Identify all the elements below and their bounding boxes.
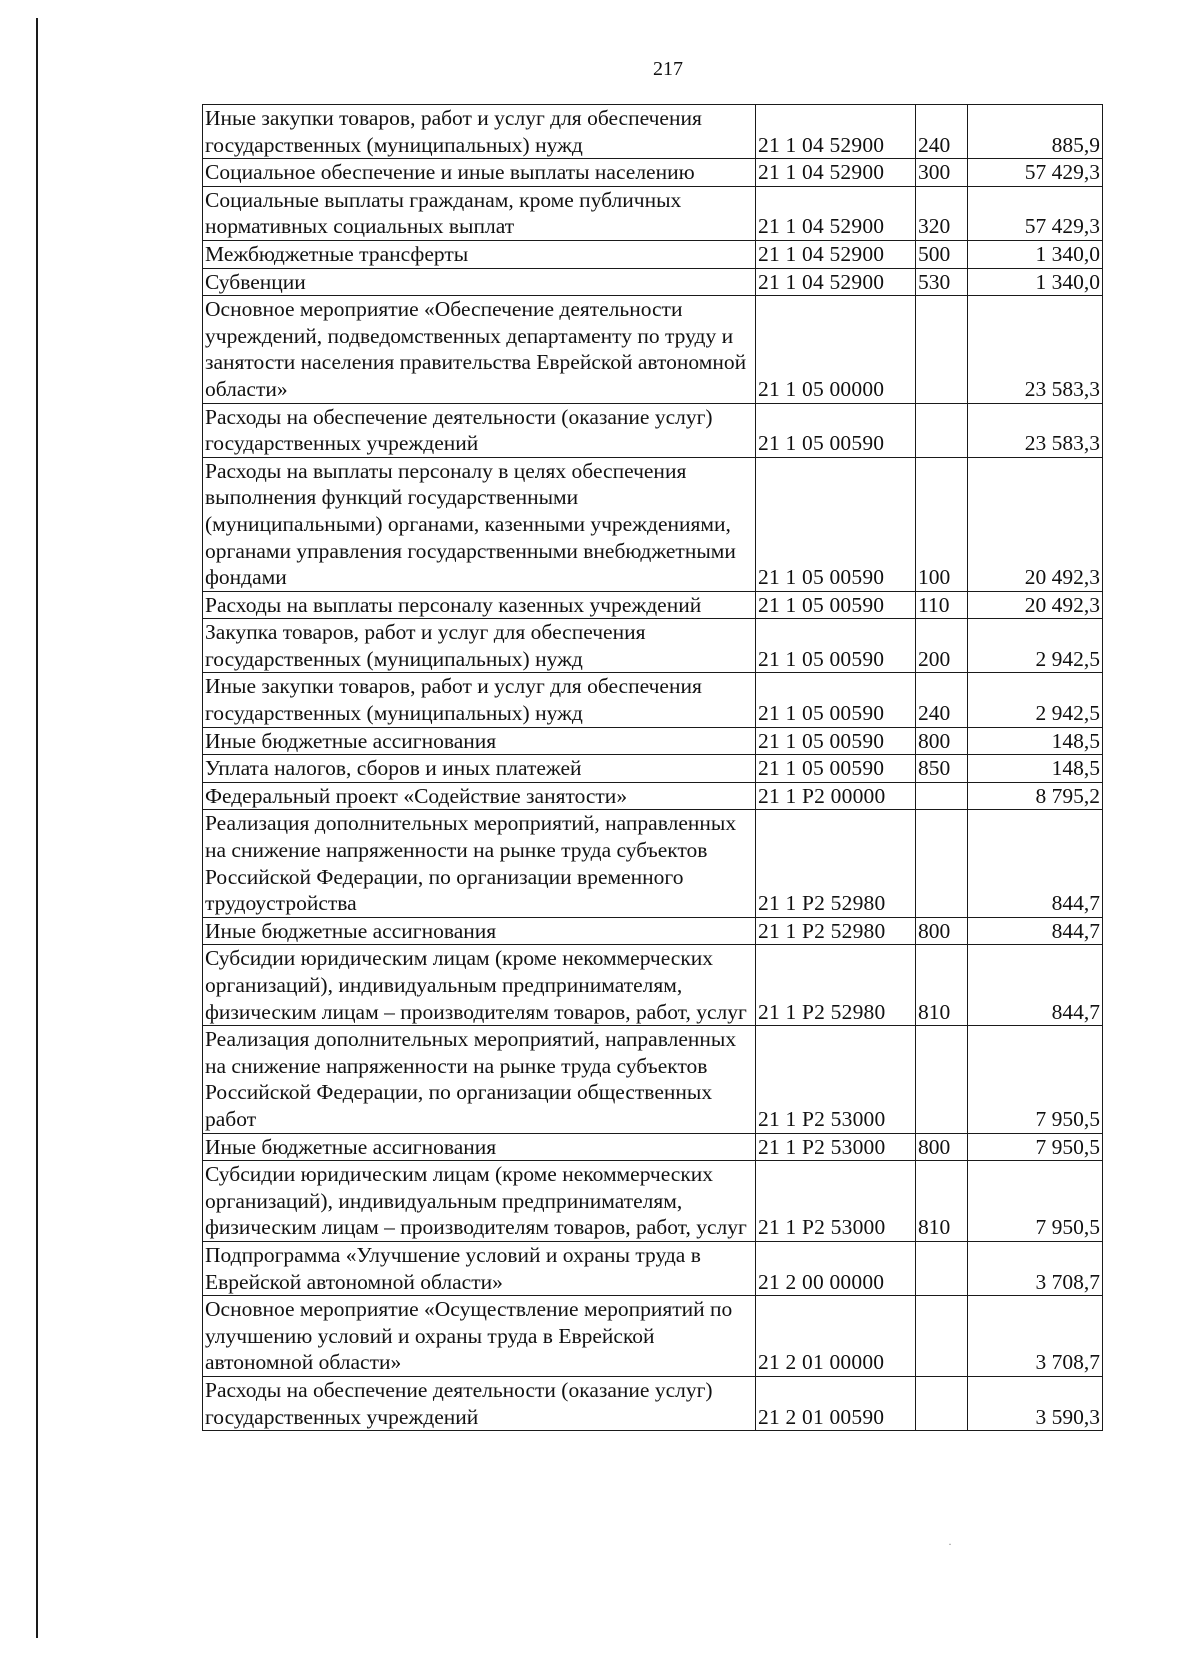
expense-name-cell: Закупка товаров, работ и услуг для обеспечения государственных (муниципальных) нужд: [203, 619, 756, 673]
expense-name-cell: Расходы на обеспечение деятельности (оказание услуг) государственных учреждений: [203, 403, 756, 457]
expense-name-cell: Федеральный проект «Содействие занятости»: [203, 782, 756, 810]
amount-cell: 57 429,3: [968, 186, 1103, 240]
table-row: [203, 457, 1103, 591]
amount-cell: 1 340,0: [968, 240, 1103, 268]
table-row: [203, 240, 1103, 268]
amount-cell: 2 942,5: [968, 619, 1103, 673]
table-row: [203, 1026, 1103, 1133]
amount-cell: 885,9: [968, 105, 1103, 159]
table-row: [203, 268, 1103, 296]
expense-name-cell: Подпрограмма «Улучшение условий и охраны труда в Еврейской автономной области»: [203, 1241, 756, 1295]
expense-type-cell: 800: [916, 1133, 968, 1161]
target-article-code-cell: 21 1 04 52900: [756, 105, 916, 159]
amount-cell: 148,5: [968, 755, 1103, 783]
target-article-code-cell: 21 1 P2 52980: [756, 810, 916, 917]
expense-name-cell: Межбюджетные трансферты: [203, 240, 756, 268]
amount-cell: 7 950,5: [968, 1133, 1103, 1161]
expense-name-cell: Субсидии юридическим лицам (кроме некоммерческих организаций), индивидуальным предпринимателям, физическим лицам – производителям товаров, работ, услуг: [203, 945, 756, 1026]
target-article-code-cell: 21 1 04 52900: [756, 159, 916, 187]
amount-cell: 148,5: [968, 727, 1103, 755]
expense-type-cell: 240: [916, 673, 968, 727]
table-row: [203, 945, 1103, 1026]
expense-name-cell: Субвенции: [203, 268, 756, 296]
table-row: [203, 159, 1103, 187]
table-row: [203, 1296, 1103, 1377]
table-row: [203, 105, 1103, 159]
expense-name-cell: Расходы на обеспечение деятельности (оказание услуг) государственных учреждений: [203, 1376, 756, 1430]
expense-type-cell: 240: [916, 105, 968, 159]
target-article-code-cell: 21 1 05 00590: [756, 673, 916, 727]
amount-cell: 2 942,5: [968, 673, 1103, 727]
expense-type-cell: [916, 782, 968, 810]
expense-type-cell: 800: [916, 917, 968, 945]
amount-cell: 3 590,3: [968, 1376, 1103, 1430]
expense-type-cell: [916, 1296, 968, 1377]
amount-cell: 7 950,5: [968, 1161, 1103, 1242]
expense-name-cell: Социальные выплаты гражданам, кроме публичных нормативных социальных выплат: [203, 186, 756, 240]
expense-type-cell: 850: [916, 755, 968, 783]
expense-name-cell: Иные бюджетные ассигнования: [203, 727, 756, 755]
amount-cell: 844,7: [968, 945, 1103, 1026]
expense-type-cell: [916, 403, 968, 457]
expense-type-cell: 110: [916, 591, 968, 619]
expense-type-cell: 100: [916, 457, 968, 591]
expense-type-cell: 500: [916, 240, 968, 268]
expense-name-cell: Расходы на выплаты персоналу казенных учреждений: [203, 591, 756, 619]
amount-cell: 57 429,3: [968, 159, 1103, 187]
target-article-code-cell: 21 1 P2 53000: [756, 1133, 916, 1161]
amount-cell: 20 492,3: [968, 591, 1103, 619]
target-article-code-cell: 21 1 05 00590: [756, 457, 916, 591]
expense-name-cell: Расходы на выплаты персоналу в целях обеспечения выполнения функций государственными (муниципальными) органами, казенными учреждениями, органами управления государственными внебюджетными фондами: [203, 457, 756, 591]
target-article-code-cell: 21 1 05 00590: [756, 755, 916, 783]
expense-type-cell: 300: [916, 159, 968, 187]
table-row: [203, 186, 1103, 240]
amount-cell: 1 340,0: [968, 268, 1103, 296]
target-article-code-cell: 21 1 P2 53000: [756, 1161, 916, 1242]
amount-cell: 3 708,7: [968, 1296, 1103, 1377]
table-row: [203, 782, 1103, 810]
binding-line: [36, 18, 38, 1638]
target-article-code-cell: 21 1 05 00590: [756, 727, 916, 755]
expense-type-cell: [916, 810, 968, 917]
table-row: [203, 810, 1103, 917]
expense-name-cell: Субсидии юридическим лицам (кроме некоммерческих организаций), индивидуальным предпринимателям, физическим лицам – производителям товаров, работ, услуг: [203, 1161, 756, 1242]
expense-type-cell: 200: [916, 619, 968, 673]
expense-name-cell: Основное мероприятие «Обеспечение деятельности учреждений, подведомственных департаменту по труду и занятости населения правительства Еврейской автономной области»: [203, 296, 756, 403]
expense-type-cell: 530: [916, 268, 968, 296]
table-row: [203, 296, 1103, 403]
target-article-code-cell: 21 1 05 00590: [756, 619, 916, 673]
expense-type-cell: 810: [916, 1161, 968, 1242]
expense-name-cell: Уплата налогов, сборов и иных платежей: [203, 755, 756, 783]
amount-cell: 844,7: [968, 810, 1103, 917]
target-article-code-cell: 21 1 P2 00000: [756, 782, 916, 810]
target-article-code-cell: 21 1 04 52900: [756, 186, 916, 240]
expense-name-cell: Социальное обеспечение и иные выплаты населению: [203, 159, 756, 187]
expense-name-cell: Реализация дополнительных мероприятий, направленных на снижение напряженности на рынке труда субъектов Российской Федерации, по организации временного трудоустройства: [203, 810, 756, 917]
expense-type-cell: 810: [916, 945, 968, 1026]
amount-cell: 23 583,3: [968, 403, 1103, 457]
expense-type-cell: 800: [916, 727, 968, 755]
amount-cell: 7 950,5: [968, 1026, 1103, 1133]
target-article-code-cell: 21 1 05 00590: [756, 403, 916, 457]
expense-name-cell: Иные закупки товаров, работ и услуг для обеспечения государственных (муниципальных) нужд: [203, 673, 756, 727]
table-row: [203, 673, 1103, 727]
scan-speck: ·: [948, 1537, 952, 1551]
table-row: [203, 917, 1103, 945]
expense-name-cell: Реализация дополнительных мероприятий, направленных на снижение напряженности на рынке труда субъектов Российской Федерации, по организации общественных работ: [203, 1026, 756, 1133]
table-row: [203, 1161, 1103, 1242]
table-row: [203, 1241, 1103, 1295]
expense-type-cell: [916, 1026, 968, 1133]
target-article-code-cell: 21 1 P2 52980: [756, 945, 916, 1026]
target-article-code-cell: 21 2 01 00590: [756, 1376, 916, 1430]
target-article-code-cell: 21 2 01 00000: [756, 1296, 916, 1377]
target-article-code-cell: 21 1 04 52900: [756, 240, 916, 268]
expense-type-cell: 320: [916, 186, 968, 240]
table-row: [203, 727, 1103, 755]
expense-name-cell: Иные закупки товаров, работ и услуг для обеспечения государственных (муниципальных) нужд: [203, 105, 756, 159]
target-article-code-cell: 21 1 04 52900: [756, 268, 916, 296]
target-article-code-cell: 21 1 P2 53000: [756, 1026, 916, 1133]
budget-table-body: [203, 105, 1103, 1431]
expense-type-cell: [916, 1241, 968, 1295]
table-row: [203, 403, 1103, 457]
expense-name-cell: Иные бюджетные ассигнования: [203, 917, 756, 945]
expense-type-cell: [916, 1376, 968, 1430]
target-article-code-cell: 21 2 00 00000: [756, 1241, 916, 1295]
table-row: [203, 1376, 1103, 1430]
amount-cell: 8 795,2: [968, 782, 1103, 810]
amount-cell: 844,7: [968, 917, 1103, 945]
amount-cell: 23 583,3: [968, 296, 1103, 403]
target-article-code-cell: 21 1 05 00590: [756, 591, 916, 619]
expense-name-cell: Иные бюджетные ассигнования: [203, 1133, 756, 1161]
amount-cell: 3 708,7: [968, 1241, 1103, 1295]
table-row: [203, 619, 1103, 673]
table-row: [203, 1133, 1103, 1161]
table-row: [203, 591, 1103, 619]
target-article-code-cell: 21 1 P2 52980: [756, 917, 916, 945]
target-article-code-cell: 21 1 05 00000: [756, 296, 916, 403]
table-row: [203, 755, 1103, 783]
amount-cell: 20 492,3: [968, 457, 1103, 591]
budget-table: [202, 104, 1103, 1431]
expense-type-cell: [916, 296, 968, 403]
page-number: 217: [653, 58, 683, 80]
expense-name-cell: Основное мероприятие «Осуществление мероприятий по улучшению условий и охраны труда в Еврейской автономной области»: [203, 1296, 756, 1377]
